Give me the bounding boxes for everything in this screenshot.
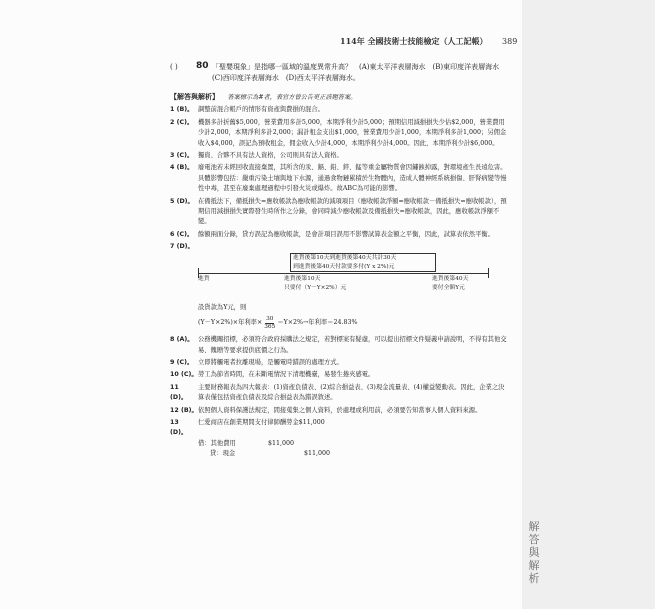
answer-label: 2 (C)。 — [170, 118, 194, 126]
credit-amount: $11,000 — [304, 450, 331, 458]
answer-label: 13 (D)。 — [170, 418, 188, 437]
side-tab-char: 析 — [528, 572, 540, 585]
debit-account: 借：其他費用 — [198, 439, 236, 447]
chapter-title: 114年 全國技術士技能檢定（人工記帳） — [340, 36, 488, 46]
answer-text: 調整前混合帳戶的情形有資產與費損的混合。 — [198, 106, 324, 114]
answer-item — [170, 383, 510, 404]
answer-item — [170, 406, 510, 416]
side-tab-label — [528, 520, 540, 585]
side-tab-char: 解 — [528, 559, 540, 572]
timeline-label-day40-amount: 要付全額Y元 — [432, 284, 465, 291]
journal-debit-row — [198, 439, 510, 449]
timeline-tick-right — [488, 268, 489, 278]
answer-item — [170, 358, 510, 368]
answer-item — [170, 242, 510, 252]
timeline-callout-box — [290, 253, 436, 272]
answer-label: 7 (D)。 — [170, 243, 194, 251]
answer-label: 1 (B)。 — [170, 106, 194, 114]
formula-right: ＝Y×2%→年利率＝24.83% — [277, 318, 358, 326]
answer-label: 9 (C)。 — [170, 358, 194, 366]
answer-label: 12 (B)。 — [170, 406, 198, 414]
answer-text: 依照個人資料保護法規定，間接蒐集之個人資料，於處理或利用前，必須要告知當事人個人資料來源。 — [198, 406, 482, 414]
answer-text: 勞工為節省時間，在未斷電情況下清理機臺，易發生捲夾感電。 — [198, 371, 375, 379]
answer-item — [170, 118, 510, 149]
timeline-label-day40: 進貨後第40天 — [432, 275, 469, 282]
page-header — [340, 36, 517, 47]
answer-label: 11 (D)。 — [170, 383, 188, 402]
answer-text: 仁愛商店在創業期間支付律師酬勞金$11,000 — [198, 418, 325, 426]
answer-blank: ( ) — [170, 63, 178, 71]
answer-text: 公務機關招標，必須符合政府採購法之規定，若對標案有疑慮，可以提出招標文件疑義申請說明，不得有其他交易、餽贈等要求提供底價之行為。 — [198, 336, 507, 354]
answer-label: 8 (A)。 — [170, 336, 194, 344]
journal-credit-row — [198, 449, 510, 459]
formula-fraction — [264, 316, 275, 331]
answer-text: 立即將觸電者拉離現場，是觸電時錯誤的處理方式。 — [198, 358, 343, 366]
answer-item — [170, 230, 510, 240]
callout-line-1: 進貨後第10天到進貨後第40天共計30天 — [293, 254, 397, 261]
answer-text: 餘額兩面分錄，貸方誤記為應收帳款，是會計項目誤用不影響試算表金額之平衡，因此，試算表依然平衡。 — [198, 230, 494, 238]
answer-item — [170, 418, 510, 439]
timeline-line — [198, 273, 488, 274]
page-number: 389 — [502, 37, 518, 46]
timeline-label-day10-amount: 只要付（Y－Y×2%）元 — [284, 284, 347, 291]
section-title — [170, 92, 510, 103]
credit-account: 貸：現金 — [210, 450, 236, 458]
answer-text: 主要財務報表為四大報表：(1)資產負債表、(2)綜合損益表、(3)現金流量表、(4)權益變動表。因此，企業之決算表僅包括資產負債表及綜合損益表為錯誤敘述。 — [198, 383, 505, 402]
section-note: 答案標示為#者，表官方曾公告更正該題答案。 — [227, 94, 357, 101]
answer-item — [170, 197, 510, 228]
formula-left: (Y－Y×2%)×年利率× — [198, 318, 263, 326]
answer-text: 在備抵法下，備抵損失=應收帳款為應收帳款的減項項目（應收帳款淨額=應收帳款－備抵損失=應收帳款），預期信用減損損失實際發生時所作之分錄，會同時減少應收帳款及備抵損失=應收帳款，因此，應收帳款淨額不變。 — [198, 197, 507, 226]
fraction-denominator: 365 — [264, 323, 276, 330]
callout-line-2: 到進貨後第40天付款要多付(Y x 2%)元 — [293, 263, 395, 270]
question-number: 80 — [196, 61, 209, 71]
page-content — [170, 62, 510, 460]
timeline-label-day10: 進貨後第10天 — [284, 275, 321, 282]
answer-label: 5 (D)。 — [170, 197, 194, 205]
debit-amount: $11,000 — [268, 439, 295, 447]
answer-text: 獨資、合夥不具有法人資格，公司則具有法人資格。 — [198, 152, 343, 160]
answer-item — [170, 151, 510, 161]
timeline-label-purchase: 進貨 — [198, 275, 210, 282]
answer-item — [170, 335, 510, 356]
answer-item — [170, 163, 510, 194]
answer-item — [170, 370, 510, 380]
journal-entry — [198, 439, 510, 460]
answer-label: 3 (C)。 — [170, 152, 194, 160]
answer-item — [170, 105, 510, 115]
payment-timeline-diagram — [198, 253, 510, 303]
question-80 — [170, 62, 510, 84]
answer-label: 6 (C)。 — [170, 230, 194, 238]
answer-label: 10 (C)。 — [170, 371, 198, 379]
formula-intro: 設貨款為Y元，則 — [198, 303, 247, 311]
section-heading: 【解答與解析】 — [170, 92, 219, 101]
answer-text: 廢電池若未經回收直接棄置，其所含的汞、鎘、鉛、鋅、錳等重金屬物質會因鏽蝕掉露，對環境產生長遠危害。具體影響包括：嚴重污染土壤與地下水源，通過食物鏈累積於生物體內，造成人體神經系統損傷、肝腎病變等慢性中毒，甚至在廢棄處理過程中引發火災或爆炸。故ABC為可能的影響。 — [198, 164, 507, 193]
side-tab — [522, 0, 655, 609]
fraction-numerator: 30 — [266, 315, 274, 322]
side-tab-char: 解 — [528, 520, 540, 533]
question-text: 「聖嬰現象」是指哪一區域的溫度異常升高？ (A)東太平洋表層海水 (B)東印度洋表層海水 (C)西印度洋表層海水 (D)西太平洋表層海水。 — [212, 63, 507, 82]
answer-label: 4 (B)。 — [170, 164, 194, 172]
answer-text — [198, 242, 510, 252]
side-tab-char: 與 — [528, 546, 540, 559]
interest-formula — [198, 313, 510, 333]
side-tab-char: 答 — [528, 533, 540, 546]
answer-text: 機器多計折舊$5,000，營業費用多計5,000，本期淨利少計5,000；預期信用減損損失少估$2,000，營業費用少計2,000，本期淨利多計2,000；漏計租金支出$1,000，營業費用少計1,000，本期淨利多計1,000；另佣金收入$4,000，誤記為預收租金，佣金收入少計4,000，本期淨利少計4,000。因此，本期淨利少計$6,000。 — [198, 118, 507, 147]
